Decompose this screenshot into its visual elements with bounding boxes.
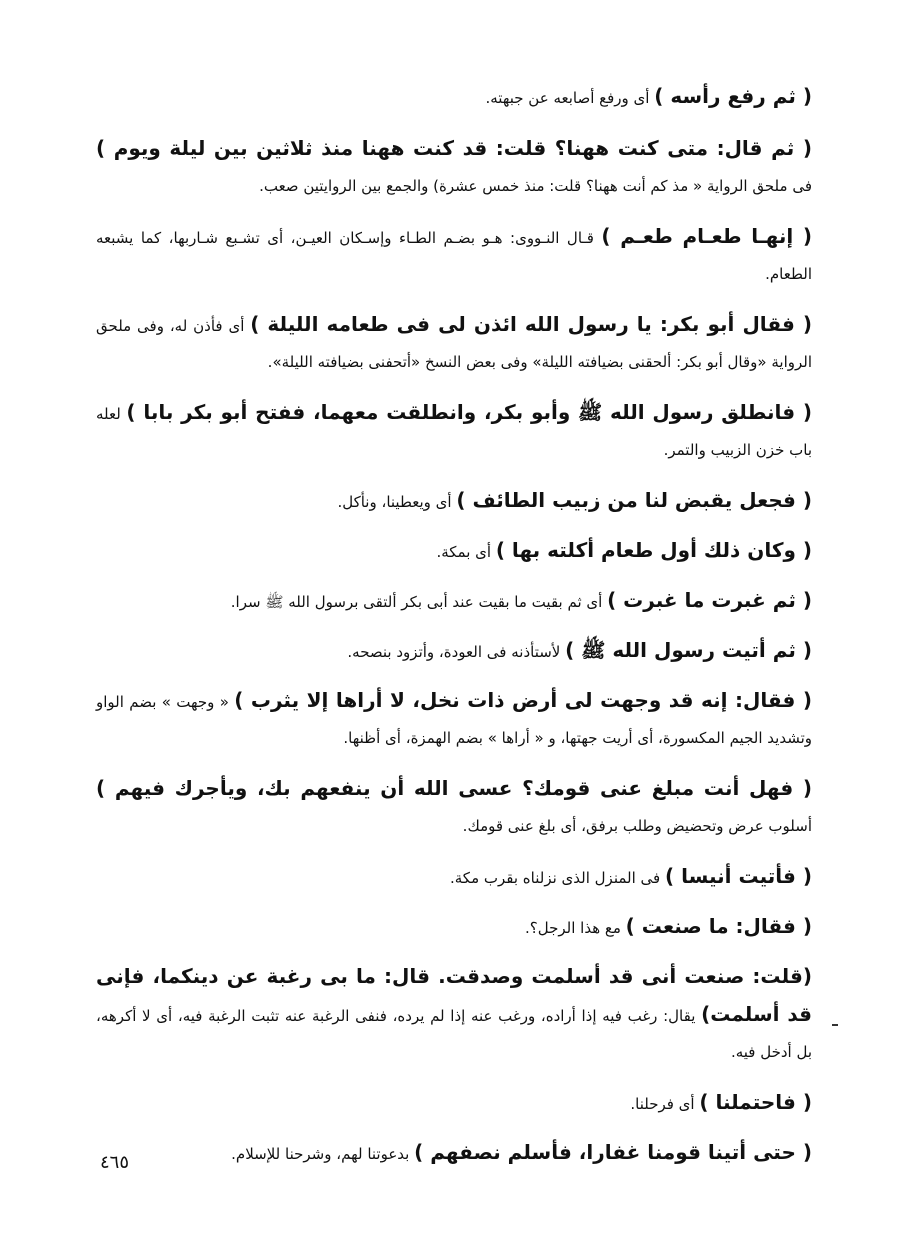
paragraph-15: [96, 1084, 812, 1122]
paragraph-1: [96, 78, 812, 116]
commentary-gloss: يقال: رغب فيه إذا أراده، ورغب عنه إذا لم يرده، فنفى الرغبة عنه تثبت الرغبة فيه، أى لا أكرهه، بل أدخل فيه.: [96, 1007, 812, 1061]
quoted-hadith-text: ( وكان ذلك أول طعام أكلته بها ): [495, 538, 812, 562]
commentary-text: [96, 78, 812, 1184]
page-number: ٤٦٥: [100, 1152, 130, 1173]
paragraph-14: [96, 958, 812, 1070]
quoted-hadith-text: ( ثم رفع رأسه ): [654, 84, 812, 108]
commentary-gloss: لعله باب خزن الزبيب والتمر.: [96, 405, 812, 459]
commentary-gloss: أى فرحلنا.: [630, 1095, 700, 1113]
quoted-hadith-text: ( فأتيت أنيسا ): [664, 864, 812, 888]
commentary-gloss: بدعوتنا لهم، وشرحنا للإسلام.: [231, 1145, 415, 1163]
quoted-hadith-text: ( فجعل يقبض لنا من زبيب الطائف ): [456, 488, 812, 512]
commentary-gloss: أى ورفع أصابعه عن جبهته.: [485, 89, 655, 107]
paragraph-12: [96, 858, 812, 896]
quoted-hadith-text: ( إنهـا طعـام طعـم ): [601, 224, 812, 248]
quoted-hadith-text: ( ثم غبرت ما غبرت ): [607, 588, 812, 612]
commentary-gloss: أى ويعطينا، ونأكل.: [337, 493, 457, 511]
commentary-gloss: « وجهت » بضم الواو وتشديد الجيم المكسورة، أى أريت جهتها، و « أراها » بضم الهمزة، أى أظنها.: [96, 693, 812, 747]
paragraph-13: [96, 908, 812, 946]
commentary-gloss: فى المنزل الذى نزلناه بقرب مكة.: [449, 869, 665, 887]
commentary-gloss: قـال النـووى: هـو بضـم الطـاء وإسـكان العيـن، أى تشـبع شـاربها، كما يشبعه الطعام.: [96, 229, 812, 283]
quoted-hadith-text: ( حتى أتينا قومنا غفارا، فأسلم نصفهم ): [414, 1140, 812, 1164]
quoted-hadith-text: ( فقال: إنه قد وجهت لى أرض ذات نخل، لا أراها إلا يثرب ): [234, 688, 813, 712]
commentary-gloss: أسلوب عرض وتحضيض وطلب برفق، أى بلغ عنى قومك.: [462, 817, 812, 835]
quoted-hadith-text: ( فقال: ما صنعت ): [625, 914, 812, 938]
quoted-hadith-text: ( فقال أبو بكر: يا رسول الله ائذن لى فى طعامه الليلة ): [250, 312, 813, 336]
commentary-gloss: مع هذا الرجل؟.: [525, 919, 626, 937]
quoted-hadith-text: (قلت: صنعت أنى قد أسلمت وصدقت. قال: ما بى رغبة عن دينكما، فإنى قد أسلمت): [96, 964, 812, 1026]
quoted-hadith-text: ( فهل أنت مبلغ عنى قومك؟ عسى الله أن ينفعهم بك، ويأجرك فيهم ): [96, 776, 812, 800]
quoted-hadith-text: ( فانطلق رسول الله ﷺ وأبو بكر، وانطلقت معهما، ففتح أبو بكر بابا ): [126, 400, 812, 424]
paragraph-11: [96, 770, 812, 844]
paragraph-7: [96, 532, 812, 570]
paragraph-2: [96, 130, 812, 204]
paragraph-4: [96, 306, 812, 380]
paragraph-10: [96, 682, 812, 756]
paragraph-9: [96, 632, 812, 670]
quoted-hadith-text: ( فاحتملنا ): [699, 1090, 812, 1114]
paragraph-5: [96, 394, 812, 468]
commentary-gloss: أى بمكة.: [436, 543, 496, 561]
scan-artifact-mark: [832, 1024, 838, 1026]
paragraph-16: [96, 1134, 812, 1172]
quoted-hadith-text: ( ثم قال: متى كنت ههنا؟ قلت: قد كنت ههنا منذ ثلاثين بين ليلة ويوم ): [96, 136, 812, 160]
paragraph-8: [96, 582, 812, 620]
paragraph-6: [96, 482, 812, 520]
commentary-gloss: لأستأذنه فى العودة، وأتزود بنصحه.: [347, 643, 566, 661]
paragraph-3: [96, 218, 812, 292]
commentary-gloss: أى ثم بقيت ما بقيت عند أبى بكر ألتقى برسول الله ﷺ سرا.: [230, 593, 608, 611]
commentary-gloss: فى ملحق الرواية « مذ كم أنت ههنا؟ قلت: منذ خمس عشرة) والجمع بين الروايتين صعب.: [259, 177, 812, 195]
commentary-gloss: أى فأذن له، وفى ملحق الرواية «وقال أبو بكر: ألحقنى بضيافته الليلة» وفى بعض النسخ «أتحفنى بضيافته الليلة».: [96, 317, 812, 371]
quoted-hadith-text: ( ثم أتيت رسول الله ﷺ ): [565, 638, 812, 662]
